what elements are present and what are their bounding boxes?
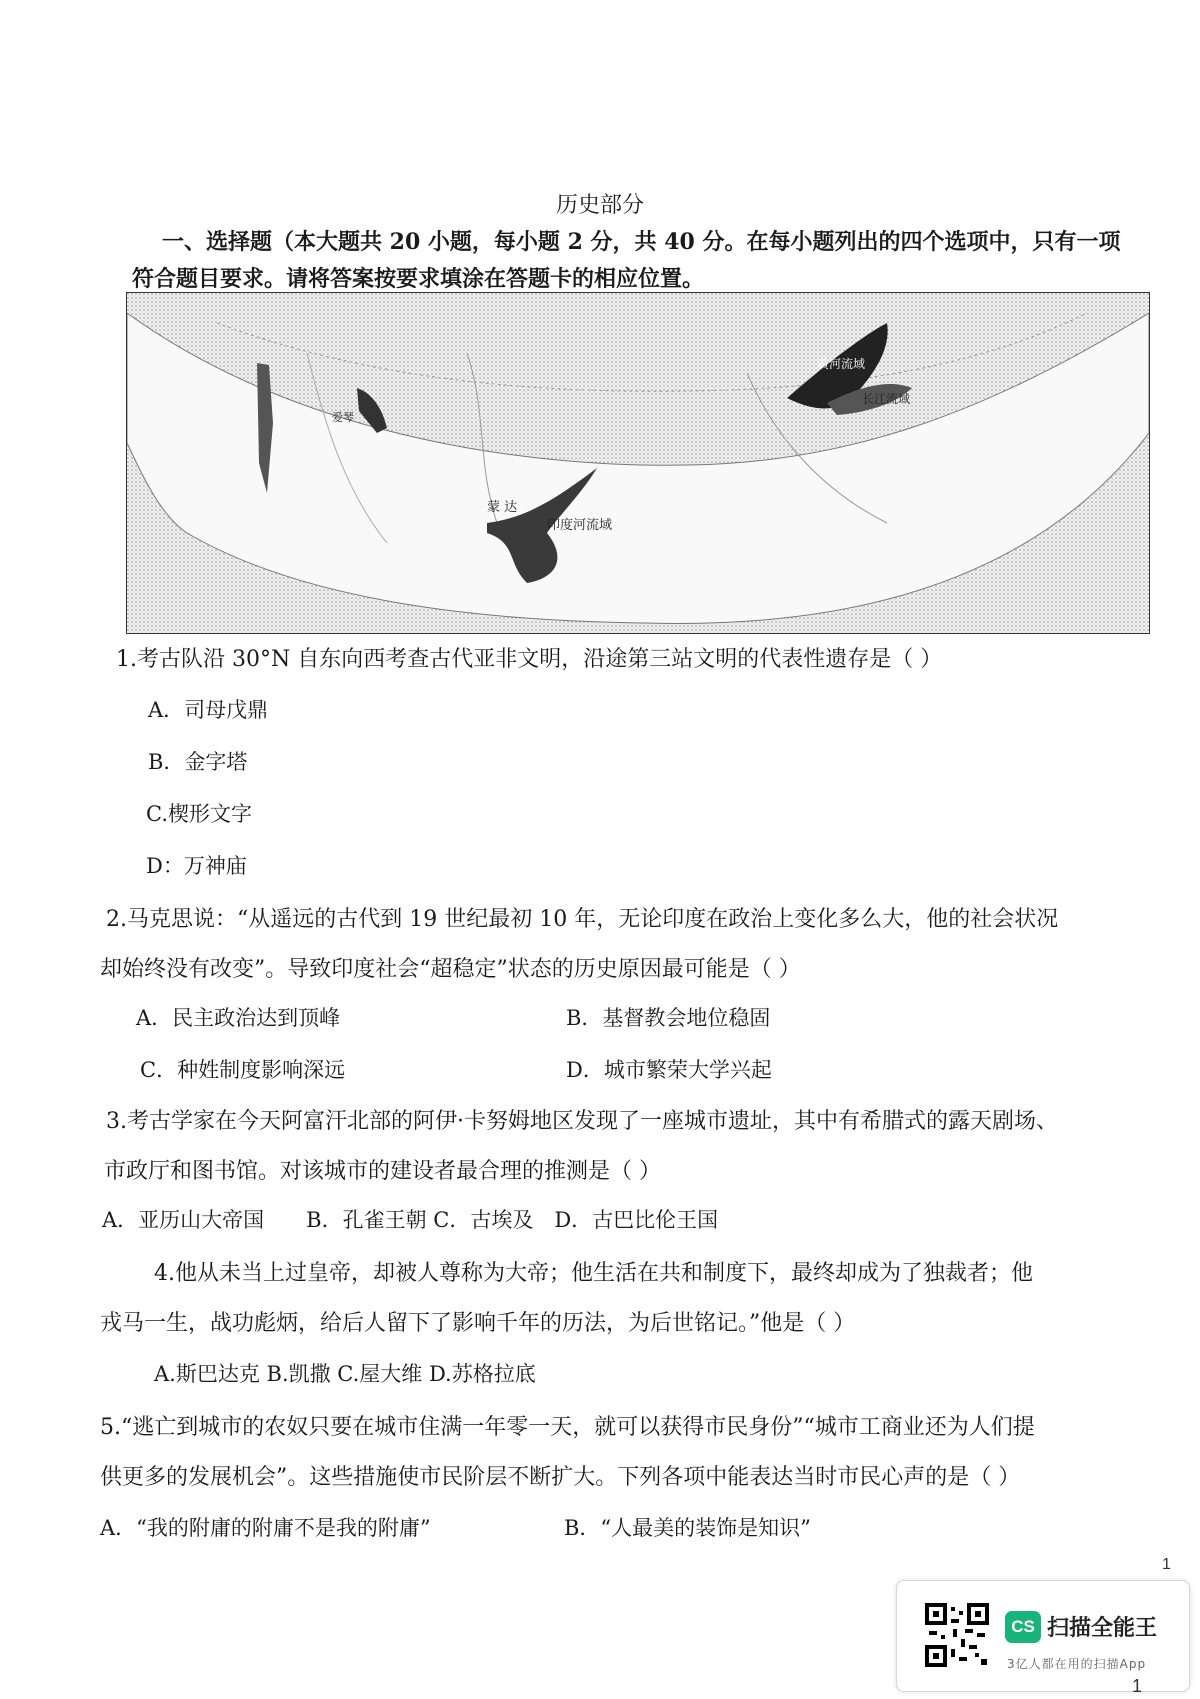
- question-2-option-c: C．种姓制度影响深远: [140, 1058, 346, 1082]
- question-3-text-line2: 市政厅和图书馆。对该城市的建设者最合理的推测是（ ）: [104, 1159, 661, 1184]
- map-label: 长江流域: [862, 392, 911, 406]
- question-1-option-d: D：万神庙: [146, 854, 247, 878]
- qr-code-icon: [925, 1603, 989, 1667]
- question-1-text: 1.考古队沿 30°N 自东向西考查古代亚非文明，沿途第三站文明的代表性遗存是（ ）: [116, 647, 943, 672]
- question-3-options: A．亚历山大帝国 B．孔雀王朝 C．古埃及 D．古巴比伦王国: [102, 1208, 719, 1232]
- question-1-option-a: A．司母戊鼎: [148, 698, 269, 722]
- question-4-text-line2: 戎马一生，战功彪炳，给后人留下了影响千年的历法，为后世铭记。”他是（ ）: [100, 1311, 856, 1336]
- question-1-option-b: B．金字塔: [148, 750, 248, 774]
- scanner-watermark-badge: [896, 1580, 1190, 1692]
- question-1-option-c: C.楔形文字: [146, 802, 252, 826]
- question-5-text-line2: 供更多的发展机会”。这些措施使市民阶层不断扩大。下列各项中能表达当时市民心声的是（ ）: [100, 1465, 1021, 1490]
- scanner-brand: 扫描全能王: [1047, 1616, 1158, 1641]
- question-5-text-line1: 5.“逃亡到城市的农奴只要在城市住满一年零一天，就可以获得市民身份”“城市工商业还为人们提: [100, 1415, 1035, 1440]
- camscanner-logo: CS: [1005, 1611, 1041, 1643]
- question-2-text-line2: 却始终没有改变”。导致印度社会“超稳定”状态的历史原因最可能是（ ）: [100, 957, 801, 982]
- question-5-option-b: B．“人最美的装饰是知识”: [564, 1516, 811, 1540]
- page-number-small: 1: [1162, 1556, 1171, 1573]
- page-number: 1: [1132, 1676, 1143, 1696]
- question-2-option-b: B．基督教会地位稳固: [566, 1006, 771, 1030]
- question-5-option-a: A．“我的附庸的附庸不是我的附庸”: [100, 1516, 431, 1540]
- map-label: 印度河流域: [547, 518, 613, 533]
- scanner-tagline: 3亿人都在用的扫描App: [1007, 1657, 1147, 1671]
- question-4-text-line1: 4.他从未当上过皇帝，却被人尊称为大帝；他生活在共和制度下，最终却成为了独裁者；他: [154, 1261, 1033, 1286]
- section-title: 历史部分: [555, 193, 644, 218]
- question-2-option-a: A．民主政治达到顶峰: [136, 1006, 341, 1030]
- question-2-text-line1: 2.马克思说：“从遥远的古代到 19 世纪最初 10 年，无论印度在政治上变化多么大，他的社会状况: [106, 907, 1059, 932]
- instructions: 一、选择题（本大题共 20 小题，每小题 2 分，共 40 分。在每小题列出的四个选项中，只有一项符合题目要求。请将答案按要求填涂在答题卡的相应位置。: [132, 229, 1121, 292]
- map-figure: [126, 292, 1150, 634]
- world-map-svg: [127, 293, 1149, 633]
- map-label: 蒙 达: [487, 500, 518, 515]
- question-3-text-line1: 3.考古学家在今天阿富汗北部的阿伊·卡努姆地区发现了一座城市遗址，其中有希腊式的露天剧场、: [106, 1109, 1058, 1134]
- question-4-options: A.斯巴达克 B.凯撒 C.屋大维 D.苏格拉底: [154, 1362, 536, 1386]
- question-2-option-d: D．城市繁荣大学兴起: [566, 1058, 772, 1082]
- map-label: 爱琴: [332, 411, 354, 424]
- map-label: 黄河流域: [817, 357, 866, 371]
